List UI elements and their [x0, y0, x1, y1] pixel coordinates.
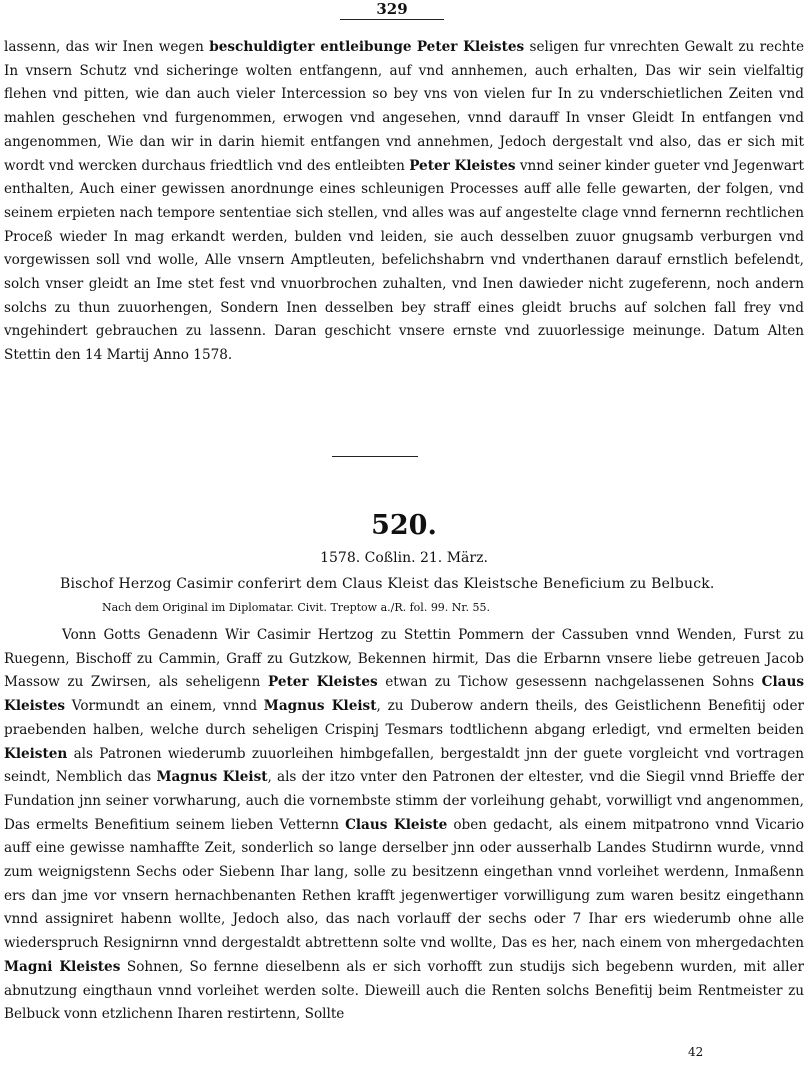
- emphasized-name: Claus Kleiste: [345, 816, 448, 833]
- document-date-line: 1578. Coßlin. 21. März.: [320, 550, 488, 566]
- top-rule: [340, 19, 444, 20]
- page-number: 329: [376, 0, 408, 18]
- emphasized-name: Magnus Kleist: [263, 698, 377, 715]
- emphasized-name: Peter Kleistes: [267, 674, 378, 691]
- paragraph-document-text: [4, 624, 804, 1027]
- emphasized-name: beschuldigter entleibunge: [209, 39, 412, 55]
- emphasized-name: Kleisten: [4, 745, 68, 762]
- section-divider: [332, 456, 418, 457]
- text-run: , als der itzo vnter den Patronen der eltester, vnd die Siegil vnnd Brieffe der Fundation jnn seiner vorwharung, auch die vornembste stimm der vorleihung gehabt, vorwilligt vnd angenommen, Das ermelts Benefitium seinem lieben Vetternn: [4, 769, 804, 833]
- signature-mark: 42: [688, 1045, 704, 1059]
- text-run: lassenn, das wir Inen wegen: [4, 39, 210, 55]
- emphasized-name: Magni Kleistes: [4, 958, 121, 975]
- text-run: , zu Duberow andern theils, des Geistlichenn Benefitij oder praebenden halben, welche durch seheligen Crispinj Tesmars todtlichenn abgang erledigt, vnd ermelten beiden: [4, 698, 805, 738]
- emphasized-name: Magnus Kleist: [156, 769, 268, 786]
- emphasized-name: Peter Kleistes: [416, 39, 525, 55]
- document-title: Bischof Herzog Casimir conferirt dem Claus Kleist das Kleistsche Beneficium zu Belbuck.: [60, 576, 715, 592]
- text-run: Vonn Gotts Genadenn Wir Casimir Hertzog zu Stettin Pommern der Cassuben vnnd Wenden, Furst zu Ruegenn, Bischoff zu Cammin, Graff zu Gutzkow, Bekennen hirmit, Das die Erbarnn vnsere liebe getreuen Jacob Massow zu Zwirsen, als seheligenn: [4, 627, 804, 691]
- emphasized-name: Claus Kleistes: [4, 674, 804, 715]
- text-run: seligen fur vnrechten Gewalt zu rechte In vnsern Schutz vnd sicheringe wolten entfangenn, auf vnd annhemen, auch erhalten, Das wir sein vielfaltig flehen vnd pitten, wie dan auch vieler Intercession so bey vns von vielen fur In zu vnderschietlichen Zeiten vnd mahlen geschehen vnd furgenommen, erwogen vnd angesehen, vnnd darauff In vnser Gleidt In entfangen vnd angenommen, Wie dan wir in darin hiemit entfangen vnd annehmen, Jedoch dergestalt vnd also, das er sich mit wordt vnd wercken durchaus friedtlich vnd des entleibten: [4, 39, 804, 174]
- text-run: Vormundt an einem, vnnd: [65, 698, 264, 715]
- paragraph-previous-document: [4, 36, 804, 368]
- text-run: als Patronen wiederumb zuuorleihen himbgefallen, bergestaldt jnn der guete vorgleicht vnd vortragen seindt, Nemblich das: [4, 745, 804, 786]
- text-run: etwan zu Tichow gesessenn nachgelassenen Sohns: [377, 674, 762, 691]
- text-run: Sohnen, So fernne dieselbenn als er sich vorhofft zun studijs sich begebenn wurden, mit aller abnutzung eingthaun vnnd vorleihet werden solte. Dieweill auch die Renten solchs Benefitij beim Rentmeister zu Belbuck vonn etzlichenn Iharen restirtenn, Sollte: [4, 958, 804, 1023]
- text-run: oben gedacht, als einem mitpatrono vnnd Vicario auff eine gewisse namhaffte Zeit, sonderlich so lange derselber jnn oder ausserhalb Landes Studirnn wurde, vnnd zum weignigstenn Sechs oder Siebenn Ihar lang, solle zu besitzenn eingethan vnnd vorleihet werdenn, Inmaßenn ers dan jme vor vnsern hernachbenanten Rethen krafft jegenwertiger vorwilligung zum waren besitz eingethann vnnd assigniret habenn wollte, Jedoch also, das nach vorlauff der sechs oder 7 Ihar ers wiederumb ohne alle wiederspruch Resignirnn vnnd dergestaldt abtrettenn solte vnd wollte, Das es her, nach einem von mhergedachten: [4, 816, 804, 952]
- document-number: 520.: [371, 510, 437, 541]
- text-run: vnnd seiner kinder gueter vnd Jegenwart enthalten, Auch einer gewissen anordnunge eines schleunigen Processes auff alle felle gewarten, der folgen, vnd seinem erpieten nach tempore sententiae sich stellen, vnd alles was auf angestelte clage vnnd fernernn rechtlichen Proceß wieder In mag erkandt werden, bulden vnd leiden, sie auch desselben zuuor gnugsamb verburgen vnd vorgewissen soll vnd wolle, Alle vnsern Amptleuten, befelichshabrn vnd vnderthanen darauf ernstlich befelendt, solch vnser gleidt an Ime stet fest vnd vnuorbrochen zuhalten, vnd Inen dawieder nicht zugeferenn, noch andern solchs zu thun zuuorhengen, Sondern Inen desselben bey straff eines gleidt bruchs auf solchen fall frey vnd vngehindert gebrauchen zu lassenn. Daran geschicht vnsere ernste vnd zuuorlessige meinunge. Datum Alten Stettin den 14 Martij Anno 1578.: [4, 157, 804, 364]
- document-source-note: Nach dem Original im Diplomatar. Civit. Treptow a./R. fol. 99. Nr. 55.: [102, 601, 490, 614]
- emphasized-name: Peter Kleistes: [409, 157, 516, 174]
